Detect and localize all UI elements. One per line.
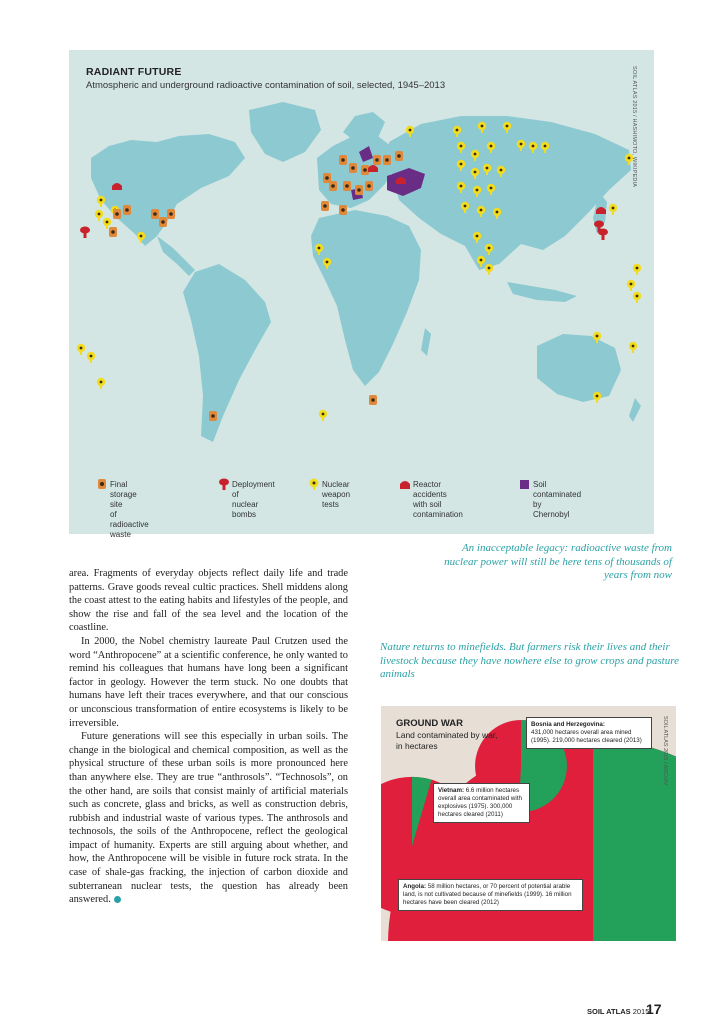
greenland-landmass — [249, 102, 321, 162]
nuclear-bomb-marker — [80, 227, 90, 239]
nuclear-bomb-marker — [598, 229, 608, 241]
nuclear-test-marker — [319, 410, 327, 421]
waste-storage-marker — [349, 163, 357, 173]
nuclear-test-marker — [95, 210, 103, 221]
waste-storage-marker — [373, 155, 381, 165]
chernobyl-area-icon — [519, 478, 531, 490]
waste-storage-marker — [343, 181, 351, 191]
asia-landmass — [389, 116, 631, 270]
radioactive-waste-icon — [96, 478, 108, 490]
central-america-landmass — [157, 236, 195, 276]
waste-storage-marker — [321, 201, 329, 211]
waste-storage-marker — [365, 181, 373, 191]
ground-war-panel — [381, 706, 676, 941]
africa-landmass — [311, 210, 421, 386]
nuclear-test-marker — [87, 352, 95, 363]
paragraph-1: area. Fragments of everyday objects reflect daily life and trade patterns. Grave goods reveal cultic practices. Shell middens along the coast attest to the eating habits and lifestyles of the people, and show the rise and fall of the sea level and the location of the coastline. — [69, 568, 348, 634]
nuclear-test-marker — [609, 204, 617, 215]
paragraph-2: In 2000, the Nobel chemistry laureate Paul Crutzen used the word “Anthropocene” at a scientific conference, he only wanted to remind his colleagues that humans have long been a significant factor in geology. However the term stuck. No one doubts that humans have left their traces everywhere, and that our conscious or unconscious transformation of entire ecosystems is likely to be irreversible. — [69, 635, 348, 729]
paragraph-3: Future generations will see this especially in urban soils. The change in the biological and chemical composition, as well as the physical structure of these urban soils is more pronounced here than anywhere else. They are true “anthrosols”. “Technosols”, on the other hand, are soils that consist mainly of artificial materials such as concrete, glass and bricks, as well as construction debris, rubbish and industrial waste of various types. The anthrosols and technosols, the soils of the Anthropocene, reflect the geological impact of humanity. Experts are still arguing about whether, and how, the Anthropocene will be visible in future rock strata. In the case of shale-gas fracking, the injection of carbon dioxide and subterranean nuclear tests, the question has already been answered. — [69, 731, 348, 906]
page-number: 17 — [646, 1001, 662, 1017]
south-america-landmass — [183, 264, 271, 442]
nuclear-test-marker — [77, 344, 85, 355]
waste-storage-marker — [383, 155, 391, 165]
australia-landmass — [537, 334, 621, 402]
waste-storage-marker — [209, 411, 217, 421]
ground-war-credit: SOIL ATLAS 2015 / ARCHIV — [662, 716, 668, 786]
map-title: RADIANT FUTURE — [86, 66, 182, 78]
waste-storage-marker — [329, 181, 337, 191]
waste-storage-marker — [159, 217, 167, 227]
nuclear-test-marker — [633, 264, 641, 275]
indonesia-landmass — [507, 282, 577, 302]
article-body — [69, 567, 348, 907]
new-zealand-landmass — [629, 398, 641, 422]
waste-storage-marker — [355, 185, 363, 195]
madagascar-landmass — [421, 328, 431, 356]
nuclear-test-marker — [97, 378, 105, 389]
map-subtitle: Atmospheric and underground radioactive contamination of soil, selected, 1945–2013 — [86, 80, 446, 91]
ground-war-title: GROUND WAR — [396, 718, 464, 729]
nuclear-test-marker — [97, 196, 105, 207]
nuclear-test-marker — [593, 392, 601, 403]
nuclear-test-icon — [308, 478, 320, 490]
waste-storage-marker — [109, 227, 117, 237]
waste-storage-marker — [361, 165, 369, 175]
world-map — [69, 50, 654, 534]
radiation-map-panel — [69, 50, 654, 539]
waste-storage-marker — [123, 205, 131, 215]
reactor-accident-icon — [399, 478, 411, 490]
waste-storage-marker — [339, 205, 347, 215]
ground-war-subtitle: Land contaminated by war, in hectares — [396, 730, 498, 751]
vietnam-label-box: Vietnam: 6.6 million hectares overall area contaminated with explosives (1975). 300,000 hectares cleared (2011) — [433, 783, 530, 823]
map-credit: SOIL ATLAS 2015 / HASHIMOTO, WIKIPEDIA — [631, 66, 637, 188]
waste-storage-marker — [167, 209, 175, 219]
waste-storage-marker — [151, 209, 159, 219]
footer-publication: SOIL ATLAS 2015 — [587, 1007, 650, 1016]
nuclear-test-marker — [629, 342, 637, 353]
waste-storage-marker — [369, 395, 377, 405]
nuclear-test-marker — [627, 280, 635, 291]
angola-label-box: Angola: 58 million hectares, or 70 percent of potential arable land, is not cultivated because of minefields (1999). 16 million hectares have been cleared (2012) — [398, 879, 583, 911]
nuclear-test-marker — [633, 292, 641, 303]
end-mark-icon — [114, 896, 121, 903]
waste-storage-marker — [339, 155, 347, 165]
ground-war-caption: Nature returns to minefields. But farmers risk their lives and their livestock because they have nowhere else to grow crops and pasture animals — [380, 641, 679, 680]
bosnia-label-box: Bosnia and Herzegovina: 431,000 hectares overall area mined (1995). 219,000 hectares cleared (2013) — [526, 717, 652, 749]
map-caption: An inacceptable legacy: radioactive waste from nuclear power will still be here tens of thousands of years from now — [444, 542, 672, 581]
waste-storage-marker — [395, 151, 403, 161]
waste-storage-marker — [113, 209, 121, 219]
nuclear-test-marker — [485, 264, 493, 275]
mushroom-cloud-icon — [218, 478, 230, 490]
map-legend: Final storage site of radioactive waste Deployment of nuclear bombs Nuclear weapon tests Reactor accidents with soil contamination Soil contaminated by Chernobyl — [69, 478, 654, 528]
